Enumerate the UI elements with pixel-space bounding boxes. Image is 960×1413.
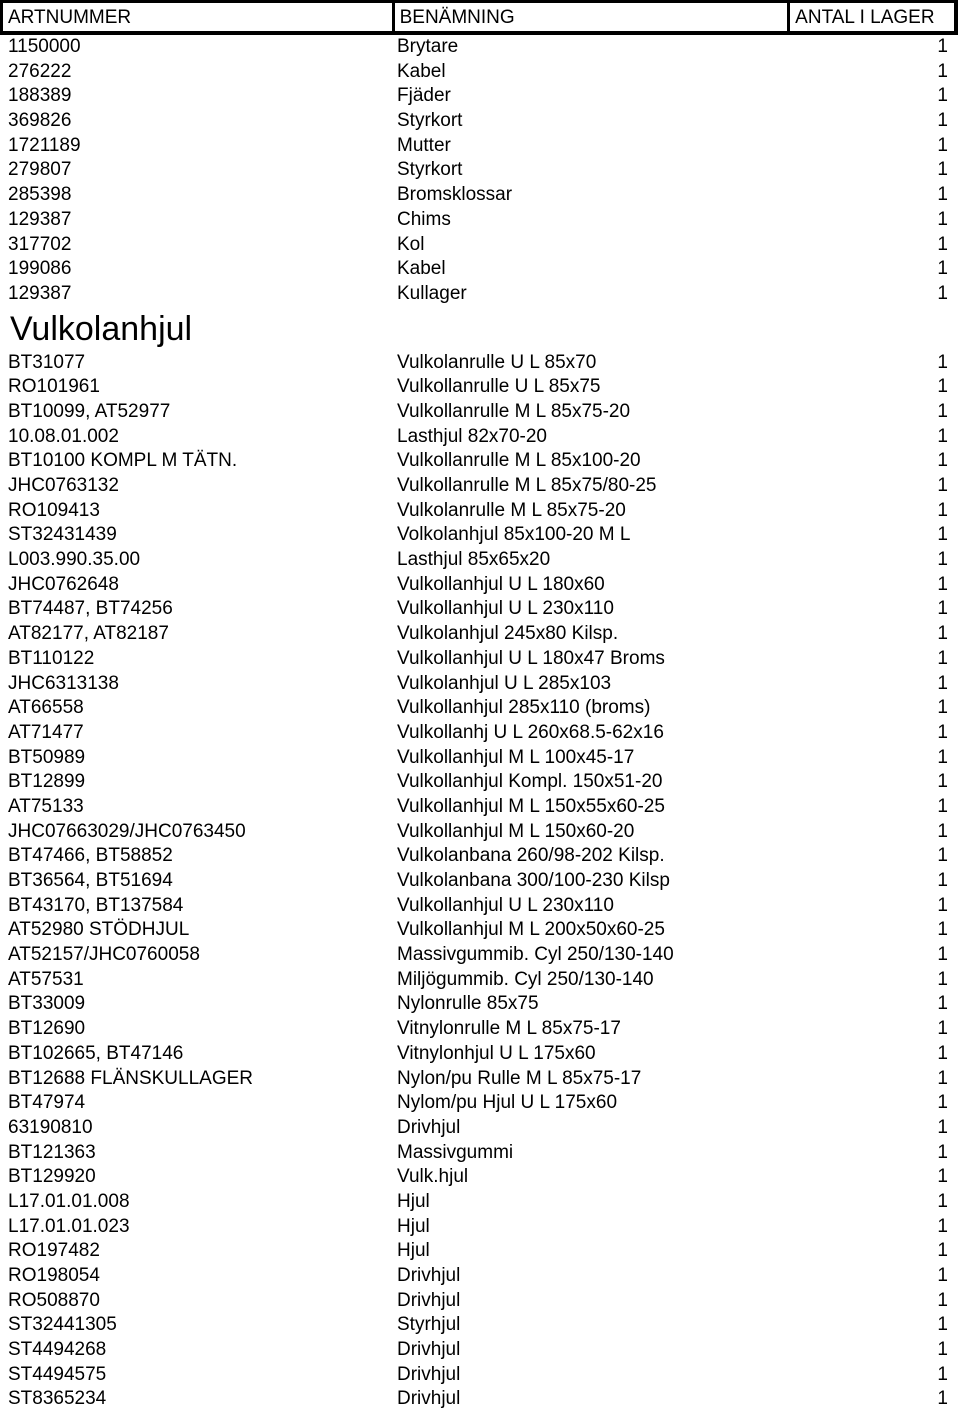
benamning-cell: Drivhjul [397, 1363, 461, 1385]
table-row [0, 770, 960, 795]
antal-cell: 1 [937, 85, 948, 107]
table-row [0, 672, 960, 697]
table-row [0, 820, 960, 845]
benamning-cell: Nylon/pu Rulle M L 85x75-17 [397, 1067, 642, 1089]
table-row [0, 1264, 960, 1289]
benamning-cell: Hjul [397, 1240, 430, 1262]
table-row [0, 1338, 960, 1363]
artnummer-cell: RO198054 [8, 1265, 100, 1286]
antal-cell: 1 [937, 1240, 948, 1262]
table-row [0, 257, 960, 282]
table-row [0, 474, 960, 499]
antal-cell: 1 [937, 1190, 948, 1212]
artnummer-cell: 285398 [8, 184, 72, 206]
table-row [0, 1165, 960, 1190]
inventory-table-body [0, 35, 960, 1412]
benamning-cell: Chims [397, 208, 451, 230]
antal-cell: 1 [937, 1388, 948, 1410]
benamning-cell: Drivhjul [397, 1116, 461, 1138]
benamning-cell: Hjul [397, 1215, 430, 1237]
benamning-cell: Vulkollanhjul M L 200x50x60-25 [397, 919, 665, 941]
antal-cell: 1 [937, 184, 948, 206]
artnummer-cell: 129387 [8, 208, 72, 230]
antal-cell: 1 [937, 1289, 948, 1311]
table-row [0, 400, 960, 425]
antal-cell: 1 [937, 1092, 948, 1114]
antal-cell: 1 [937, 400, 948, 422]
antal-cell: 1 [937, 870, 948, 891]
antal-cell: 1 [937, 549, 948, 571]
artnummer-cell: ST4494268 [8, 1339, 107, 1361]
antal-cell: 1 [937, 351, 948, 373]
antal-cell: 1 [937, 1339, 948, 1361]
antal-cell: 1 [937, 598, 948, 620]
antal-cell: 1 [937, 623, 948, 645]
benamning-cell: Massivgummi [397, 1141, 514, 1163]
table-row [0, 1363, 960, 1388]
artnummer-cell: RO109413 [8, 499, 100, 521]
benamning-cell: Vulkollanhjul U L 230x110 [397, 598, 614, 620]
antal-cell: 1 [937, 944, 948, 966]
artnummer-cell: BT47466, BT58852 [8, 845, 173, 867]
benamning-cell: Vulkollanhjul U L 180x47 Broms [397, 647, 665, 669]
benamning-cell: Styrkort [397, 110, 463, 132]
artnummer-cell: AT71477 [8, 721, 84, 743]
table-row [0, 351, 960, 376]
benamning-cell: Bromsklossar [397, 184, 513, 206]
antal-cell: 1 [937, 60, 948, 82]
table-row [0, 1141, 960, 1166]
benamning-cell: Fjäder [397, 85, 451, 107]
table-row [0, 109, 960, 134]
benamning-cell: Vulkolanbana 300/100-230 Kilsp [397, 870, 670, 891]
artnummer-cell: JHC0763132 [8, 475, 119, 496]
artnummer-cell: 199086 [8, 258, 72, 280]
artnummer-cell: RO197482 [8, 1240, 100, 1262]
table-row [0, 1289, 960, 1314]
artnummer-cell: AT66558 [8, 697, 84, 719]
artnummer-cell: 63190810 [8, 1116, 93, 1138]
artnummer-cell: BT12688 FLÄNSKULLAGER [8, 1067, 254, 1089]
artnummer-cell: 279807 [8, 159, 72, 181]
benamning-cell: Vulkolanhjul 245x80 Kilsp. [397, 623, 619, 645]
artnummer-cell: AT52157/JHC0760058 [8, 944, 200, 966]
artnummer-cell: JHC07663029/JHC0763450 [8, 820, 246, 842]
table-row [0, 548, 960, 573]
antal-cell: 1 [937, 258, 948, 280]
benamning-cell: Brytare [397, 36, 459, 57]
benamning-cell: Vulkollanhj U L 260x68.5-62x16 [397, 721, 664, 743]
antal-cell: 1 [937, 524, 948, 546]
section-title: Vulkolanhjul [10, 309, 193, 348]
benamning-cell: Drivhjul [397, 1388, 461, 1410]
benamning-cell: Hjul [397, 1190, 430, 1212]
benamning-cell: Vitnylonrulle M L 85x75-17 [397, 1018, 621, 1040]
benamning-cell: Nylonrulle 85x75 [397, 993, 539, 1015]
table-row [0, 647, 960, 672]
antal-cell: 1 [937, 1018, 948, 1040]
artnummer-cell: RO508870 [8, 1289, 100, 1311]
benamning-cell: Massivgummib. Cyl 250/130-140 [397, 944, 674, 966]
artnummer-cell: L17.01.01.023 [8, 1215, 130, 1237]
table-row [0, 992, 960, 1017]
antal-cell: 1 [937, 672, 948, 694]
table-row [0, 1387, 960, 1412]
artnummer-cell: RO101961 [8, 376, 100, 398]
antal-cell: 1 [937, 795, 948, 817]
artnummer-cell: 1721189 [8, 134, 81, 156]
header-benamning: BENÄMNING [395, 3, 791, 34]
benamning-cell: Vulk.hjul [397, 1166, 469, 1188]
header-antal-i-lager: ANTAL I LAGER [790, 3, 957, 34]
artnummer-cell: ST8365234 [8, 1388, 107, 1410]
antal-cell: 1 [937, 919, 948, 941]
table-header [0, 0, 958, 35]
artnummer-cell: ST32441305 [8, 1314, 117, 1336]
artnummer-cell: 1150000 [8, 36, 81, 57]
antal-cell: 1 [937, 746, 948, 768]
artnummer-cell: BT102665, BT47146 [8, 1042, 184, 1064]
table-row [0, 158, 960, 183]
benamning-cell: Nylom/pu Hjul U L 175x60 [397, 1092, 618, 1114]
antal-cell: 1 [937, 894, 948, 916]
benamning-cell: Vulkolanhjul U L 285x103 [397, 672, 612, 694]
antal-cell: 1 [937, 425, 948, 447]
table-row [0, 1190, 960, 1215]
artnummer-cell: JHC0762648 [8, 573, 119, 595]
artnummer-cell: JHC6313138 [8, 672, 119, 694]
benamning-cell: Kabel [397, 258, 446, 280]
table-row [0, 894, 960, 919]
artnummer-cell: 10.08.01.002 [8, 425, 119, 447]
table-row [0, 1042, 960, 1067]
antal-cell: 1 [937, 697, 948, 719]
antal-cell: 1 [937, 1363, 948, 1385]
artnummer-cell: BT47974 [8, 1092, 86, 1114]
antal-cell: 1 [937, 208, 948, 230]
benamning-cell: Styrhjul [397, 1314, 461, 1336]
table-row [0, 721, 960, 746]
benamning-cell: Lasthjul 85x65x20 [397, 549, 551, 571]
antal-cell: 1 [937, 233, 948, 255]
artnummer-cell: 188389 [8, 85, 72, 107]
benamning-cell: Vulkollanrulle U L 85x75 [397, 376, 601, 398]
antal-cell: 1 [937, 450, 948, 472]
antal-cell: 1 [937, 573, 948, 595]
artnummer-cell: BT12899 [8, 771, 86, 793]
artnummer-cell: L003.990.35.00 [8, 549, 141, 571]
table-row [0, 968, 960, 993]
antal-cell: 1 [937, 993, 948, 1015]
table-row [0, 425, 960, 450]
artnummer-cell: AT57531 [8, 968, 84, 990]
table-row [0, 375, 960, 400]
benamning-cell: Drivhjul [397, 1289, 461, 1311]
antal-cell: 1 [937, 721, 948, 743]
benamning-cell: Vulkollanrulle M L 85x75-20 [397, 400, 631, 422]
artnummer-cell: BT33009 [8, 993, 86, 1015]
antal-cell: 1 [937, 1314, 948, 1336]
antal-cell: 1 [937, 376, 948, 398]
table-row [0, 1313, 960, 1338]
antal-cell: 1 [937, 159, 948, 181]
antal-cell: 1 [937, 36, 948, 57]
table-row [0, 622, 960, 647]
benamning-cell: Lasthjul 82x70-20 [397, 425, 547, 447]
table-row [0, 1215, 960, 1240]
artnummer-cell: 129387 [8, 282, 72, 304]
table-row [0, 1239, 960, 1264]
benamning-cell: Mutter [397, 134, 451, 156]
table-row [0, 449, 960, 474]
benamning-cell: Vulkollanhjul M L 150x60-20 [397, 820, 635, 842]
artnummer-cell: BT121363 [8, 1141, 96, 1163]
artnummer-cell: BT50989 [8, 746, 86, 768]
benamning-cell: Kullager [397, 282, 467, 304]
table-row [0, 134, 960, 159]
artnummer-cell: L17.01.01.008 [8, 1190, 130, 1212]
artnummer-cell: BT110122 [8, 647, 95, 669]
antal-cell: 1 [937, 282, 948, 304]
table-row [0, 1017, 960, 1042]
antal-cell: 1 [937, 110, 948, 132]
antal-cell: 1 [937, 1265, 948, 1286]
antal-cell: 1 [937, 1166, 948, 1188]
benamning-cell: Drivhjul [397, 1339, 461, 1361]
table-row [0, 918, 960, 943]
artnummer-cell: BT74487, BT74256 [8, 598, 173, 620]
table-row [0, 60, 960, 85]
antal-cell: 1 [937, 1215, 948, 1237]
antal-cell: 1 [937, 499, 948, 521]
header-artnummer: ARTNUMMER [3, 3, 395, 34]
artnummer-cell: AT52980 STÖDHJUL [8, 919, 190, 941]
antal-cell: 1 [937, 1042, 948, 1064]
benamning-cell: Kabel [397, 60, 446, 82]
benamning-cell: Vulkollanhjul M L 150x55x60-25 [397, 795, 665, 817]
benamning-cell: Vulkolanrulle U L 85x70 [397, 351, 597, 373]
benamning-cell: Kol [397, 233, 425, 255]
table-row [0, 696, 960, 721]
artnummer-cell: 369826 [8, 110, 72, 132]
artnummer-cell: BT36564, BT51694 [8, 870, 173, 891]
table-row [0, 746, 960, 771]
table-row [0, 943, 960, 968]
table-row [0, 597, 960, 622]
table-row [0, 499, 960, 524]
table-row [0, 523, 960, 548]
artnummer-cell: BT10100 KOMPL M TÄTN. [8, 450, 238, 472]
benamning-cell: Miljögummib. Cyl 250/130-140 [397, 968, 654, 990]
artnummer-cell: BT31077 [8, 351, 86, 373]
artnummer-cell: AT82177, AT82187 [8, 623, 169, 645]
antal-cell: 1 [937, 134, 948, 156]
artnummer-cell: AT75133 [8, 795, 84, 817]
benamning-cell: Vulkollanrulle M L 85x100-20 [397, 450, 641, 472]
table-row [0, 795, 960, 820]
artnummer-cell: BT10099, AT52977 [8, 400, 171, 422]
table-row [0, 282, 960, 307]
table-row [0, 208, 960, 233]
table-row [0, 573, 960, 598]
artnummer-cell: BT129920 [8, 1166, 96, 1188]
table-row [0, 84, 960, 109]
benamning-cell: Vulkollanhjul Kompl. 150x51-20 [397, 771, 663, 793]
table-row [0, 233, 960, 258]
antal-cell: 1 [937, 1116, 948, 1138]
artnummer-cell: ST4494575 [8, 1363, 107, 1385]
benamning-cell: Volkolanhjul 85x100-20 M L [397, 524, 631, 546]
antal-cell: 1 [937, 1067, 948, 1089]
antal-cell: 1 [937, 771, 948, 793]
benamning-cell: Vulkollanhjul U L 180x60 [397, 573, 605, 595]
benamning-cell: Vulkolanrulle M L 85x75-20 [397, 499, 626, 521]
artnummer-cell: BT12690 [8, 1018, 86, 1040]
antal-cell: 1 [937, 968, 948, 990]
benamning-cell: Vulkollanhjul 285x110 (broms) [397, 697, 651, 719]
table-row [0, 844, 960, 869]
benamning-cell: Vulkollanrulle M L 85x75/80-25 [397, 475, 657, 496]
table-row [0, 1091, 960, 1116]
table-row [0, 869, 960, 894]
antal-cell: 1 [937, 845, 948, 867]
benamning-cell: Styrkort [397, 159, 463, 181]
benamning-cell: Vulkollanhjul M L 100x45-17 [397, 746, 635, 768]
table-row [0, 1116, 960, 1141]
antal-cell: 1 [937, 475, 948, 496]
antal-cell: 1 [937, 1141, 948, 1163]
antal-cell: 1 [937, 820, 948, 842]
benamning-cell: Vulkolanbana 260/98-202 Kilsp. [397, 845, 665, 867]
artnummer-cell: 276222 [8, 60, 72, 82]
benamning-cell: Drivhjul [397, 1265, 461, 1286]
table-row [0, 1067, 960, 1092]
artnummer-cell: 317702 [8, 233, 72, 255]
benamning-cell: Vitnylonhjul U L 175x60 [397, 1042, 596, 1064]
artnummer-cell: ST32431439 [8, 524, 117, 546]
antal-cell: 1 [937, 647, 948, 669]
table-row [0, 183, 960, 208]
table-row [0, 35, 960, 60]
artnummer-cell: BT43170, BT137584 [8, 894, 184, 916]
benamning-cell: Vulkollanhjul U L 230x110 [397, 894, 614, 916]
